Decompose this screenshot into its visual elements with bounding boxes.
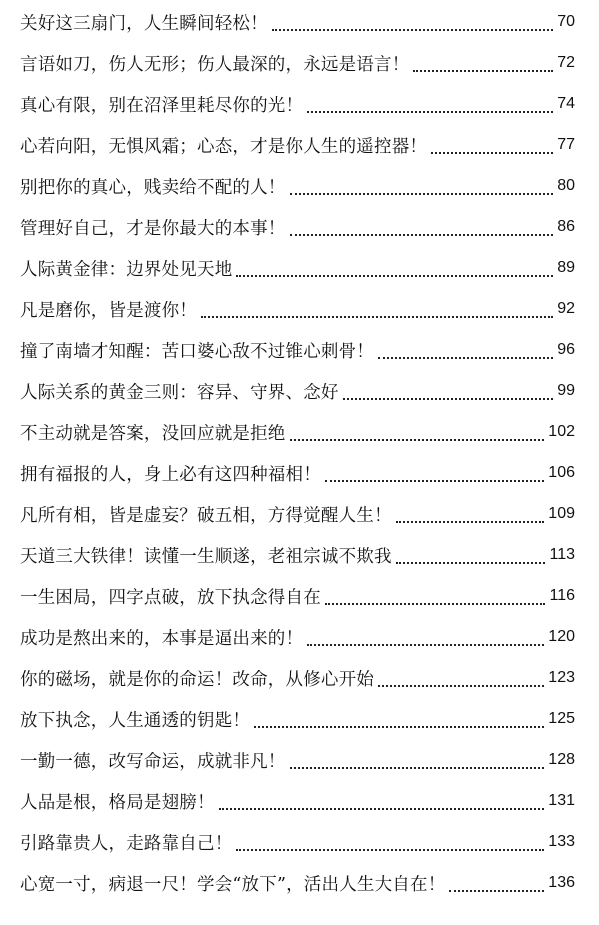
toc-entry[interactable] xyxy=(20,253,575,283)
toc-dot-leader xyxy=(290,222,554,236)
toc-entry-title: 凡所有相，皆是虚妄？破五相，方得觉醒人生！ xyxy=(20,505,392,526)
toc-entry-title: 引路靠贵人，走路靠自己！ xyxy=(20,833,233,854)
toc-entry-title: 真心有限，别在沼泽里耗尽你的光！ xyxy=(20,95,304,116)
toc-entry[interactable] xyxy=(20,212,575,242)
toc-entry[interactable] xyxy=(20,7,575,37)
toc-entry[interactable] xyxy=(20,622,575,652)
toc-entry-title: 心若向阳，无惧风霜；心态，才是你人生的遥控器！ xyxy=(20,136,428,157)
toc-entry-title: 人际关系的黄金三则：容异、守界、念好 xyxy=(20,382,339,403)
toc-entry[interactable] xyxy=(20,663,575,693)
toc-dot-leader xyxy=(236,837,544,851)
toc-dot-leader xyxy=(307,632,544,646)
toc-entry-title: 凡是磨你，皆是渡你！ xyxy=(20,300,197,321)
toc-entry[interactable] xyxy=(20,499,575,529)
toc-dot-leader xyxy=(378,673,544,687)
toc-entry-page-number: 106 xyxy=(548,464,575,481)
toc-entry-page-number: 86 xyxy=(557,218,575,235)
toc-entry-title: 成功是熬出来的，本事是逼出来的！ xyxy=(20,628,304,649)
toc-dot-leader xyxy=(290,755,545,769)
toc-entry[interactable] xyxy=(20,376,575,406)
toc-dot-leader xyxy=(254,714,544,728)
toc-dot-leader xyxy=(272,17,553,31)
toc-dot-leader xyxy=(219,796,545,810)
toc-entry[interactable] xyxy=(20,89,575,119)
toc-dot-leader xyxy=(290,427,545,441)
toc-entry-title: 不主动就是答案，没回应就是拒绝 xyxy=(20,423,286,444)
toc-entry[interactable] xyxy=(20,581,575,611)
toc-dot-leader xyxy=(325,591,546,605)
toc-entry-page-number: 77 xyxy=(557,136,575,153)
toc-entry-page-number: 99 xyxy=(557,382,575,399)
toc-entry-page-number: 96 xyxy=(557,341,575,358)
toc-entry-title: 一生困局，四字点破，放下执念得自在 xyxy=(20,587,321,608)
toc-entry-title: 人品是根，格局是翅膀！ xyxy=(20,792,215,813)
toc-entry-title: 别把你的真心，贱卖给不配的人！ xyxy=(20,177,286,198)
toc-entry-page-number: 116 xyxy=(549,587,575,604)
toc-entry-page-number: 92 xyxy=(557,300,575,317)
toc-dot-leader xyxy=(396,550,546,564)
toc-entry-page-number: 125 xyxy=(548,710,575,727)
toc-entry[interactable] xyxy=(20,868,575,898)
toc-dot-leader xyxy=(431,140,553,154)
toc-entry-page-number: 133 xyxy=(548,833,575,850)
toc-entry-page-number: 131 xyxy=(548,792,575,809)
toc-entry[interactable] xyxy=(20,458,575,488)
toc-dot-leader xyxy=(236,263,553,277)
toc-entry[interactable] xyxy=(20,745,575,775)
toc-entry-title: 管理好自己，才是你最大的本事！ xyxy=(20,218,286,239)
toc-entry[interactable] xyxy=(20,335,575,365)
toc-entry-title: 关好这三扇门，人生瞬间轻松！ xyxy=(20,13,268,34)
toc-entry-title: 一勤一德，改写命运，成就非凡！ xyxy=(20,751,286,772)
toc-entry-page-number: 113 xyxy=(549,546,575,563)
toc-entry[interactable] xyxy=(20,48,575,78)
toc-entry-page-number: 120 xyxy=(548,628,575,645)
toc-entry-title: 放下执念，人生通透的钥匙！ xyxy=(20,710,251,731)
toc-entry-page-number: 89 xyxy=(557,259,575,276)
toc-entry[interactable] xyxy=(20,171,575,201)
toc-dot-leader xyxy=(325,468,544,482)
toc-dot-leader xyxy=(290,181,554,195)
toc-entry-page-number: 102 xyxy=(548,423,575,440)
toc-entry[interactable] xyxy=(20,786,575,816)
toc-entry[interactable] xyxy=(20,540,575,570)
toc-entry-page-number: 80 xyxy=(557,177,575,194)
toc-entry-title: 人际黄金律：边界处见天地 xyxy=(20,259,233,280)
toc-entry-page-number: 72 xyxy=(557,54,575,71)
toc-dot-leader xyxy=(201,304,553,318)
toc-entry-page-number: 70 xyxy=(557,13,575,30)
toc-entry-title: 天道三大铁律！读懂一生顺遂，老祖宗诚不欺我 xyxy=(20,546,392,567)
toc-dot-leader xyxy=(413,58,553,72)
toc-entry-page-number: 136 xyxy=(548,874,575,891)
toc-entry-title: 撞了南墙才知醒：苦口婆心敌不过锥心刺骨！ xyxy=(20,341,374,362)
toc-entry[interactable] xyxy=(20,827,575,857)
toc-dot-leader xyxy=(396,509,545,523)
toc-entry[interactable] xyxy=(20,417,575,447)
toc-entry-page-number: 109 xyxy=(548,505,575,522)
toc-entry[interactable] xyxy=(20,704,575,734)
toc-entry-title: 言语如刀，伤人无形；伤人最深的，永远是语言！ xyxy=(20,54,410,75)
toc-entry-title: 拥有福报的人，身上必有这四种福相！ xyxy=(20,464,321,485)
toc-entry-title: 心宽一寸，病退一尺！学会“放下”，活出人生大自在！ xyxy=(20,874,446,895)
toc-entry-page-number: 123 xyxy=(548,669,575,686)
toc-dot-leader xyxy=(378,345,553,359)
toc-entry[interactable] xyxy=(20,130,575,160)
toc-dot-leader xyxy=(307,99,553,113)
toc-dot-leader xyxy=(343,386,554,400)
toc-entry-page-number: 74 xyxy=(557,95,575,112)
toc-entry-page-number: 128 xyxy=(548,751,575,768)
toc-entry[interactable] xyxy=(20,294,575,324)
toc-entry-title: 你的磁场，就是你的命运！改命，从修心开始 xyxy=(20,669,374,690)
toc-dot-leader xyxy=(449,878,544,892)
